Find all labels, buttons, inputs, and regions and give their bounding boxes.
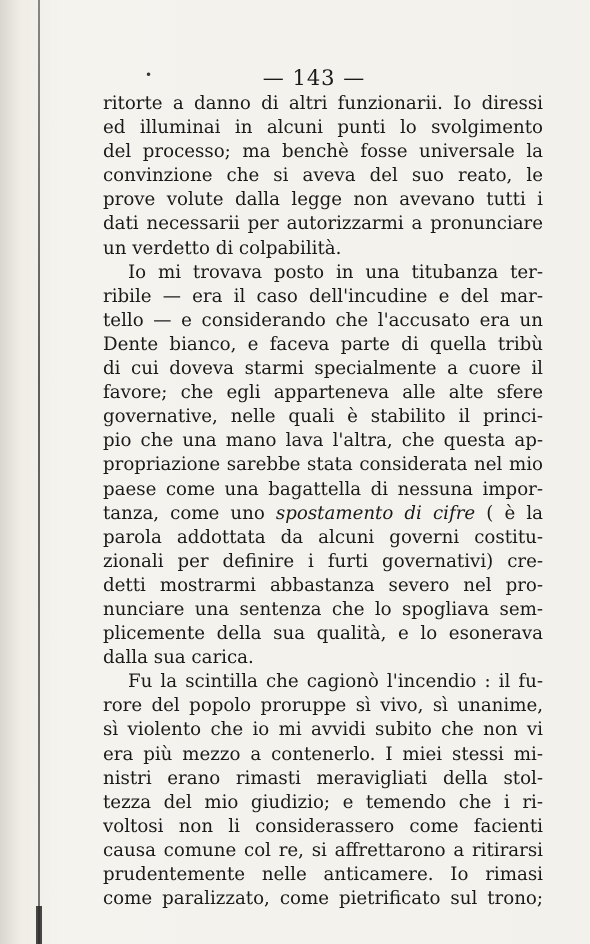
text-line: ritorte a danno di altri funzionarii. Io diressi xyxy=(103,93,543,114)
text-line: favore; che egli apparteneva alle alte sfere xyxy=(103,382,543,404)
text-line: ribile — era il caso dell'incudine e del mar- xyxy=(103,285,543,307)
text-line: di cui doveva starmi specialmente a cuore il xyxy=(103,358,543,380)
text-line: propriazione sarebbe stata considerata nel mio xyxy=(103,454,543,476)
text-line: prove volute dalla legge non avevano tutti i xyxy=(103,189,543,211)
text-line: sì violento che io mi avvidi subito che non vi xyxy=(103,719,543,741)
text-line: paese come una bagattella di nessuna impor- xyxy=(103,478,543,500)
text-line: plicemente della sua qualità, e lo esonerava xyxy=(103,623,543,645)
text-line: era più mezzo a contenerlo. I miei stessi mi- xyxy=(103,743,543,765)
text-line: parola addottata da alcuni governi costitu- xyxy=(103,526,543,548)
text-line: del processo; ma benchè fosse universale la xyxy=(103,141,543,163)
stray-mark: • xyxy=(145,68,153,82)
text-line: tello — e considerando che l'accusato era un xyxy=(103,309,543,331)
italic-phrase: spostamento di cifre xyxy=(275,502,476,524)
text-line: tanza, come uno spostamento di cifre ( è la xyxy=(103,502,543,524)
text-line: rore del popolo proruppe sì vivo, sì unanime, xyxy=(103,695,543,717)
text-line: come paralizzato, come pietrificato sul trono; xyxy=(103,888,543,910)
text-line: prudentemente nelle anticamere. Io rimasi xyxy=(103,864,543,885)
text-line: tezza del mio giudizio; e temendo che i ri- xyxy=(103,791,543,813)
text-line: governative, nelle quali è stabilito il princi- xyxy=(103,406,543,428)
text-line: convinzione che si aveva del suo reato, le xyxy=(103,165,543,187)
gutter-mark xyxy=(36,906,42,944)
text-line: dati necessarii per autorizzarmi a pronunciare xyxy=(103,213,543,235)
book-gutter xyxy=(38,0,40,944)
text-line: nunciare una sentenza che lo spogliava sem- xyxy=(103,598,543,620)
text-line: detti mostrarmi abbastanza severo nel pro- xyxy=(103,574,543,596)
text-line: ed illuminai in alcuni punti lo svolgimento xyxy=(103,117,543,139)
text-line: Fu la scintilla che cagionò l'incendio : il fu- xyxy=(128,671,543,693)
page-number: — 143 — xyxy=(262,66,366,90)
text-line: un verdetto di colpabilità. xyxy=(103,237,342,259)
text-line: pio che una mano lava l'altra, che questa ap- xyxy=(103,430,543,452)
text-line: Dente bianco, e faceva parte di quella tribù xyxy=(103,333,543,355)
text-line: zionali per definire i furti governativi) cre- xyxy=(103,550,543,572)
text-line: Io mi trovava posto in una titubanza ter- xyxy=(128,261,543,283)
text-line: voltosi non li considerassero come facienti xyxy=(103,815,543,837)
text-line: nistri erano rimasti meravigliati della stol- xyxy=(103,767,543,789)
text-line: dalla sua carica. xyxy=(103,647,254,669)
text-line: causa comune col re, si affrettarono a ritirarsi xyxy=(103,839,543,861)
body-text xyxy=(103,92,543,911)
